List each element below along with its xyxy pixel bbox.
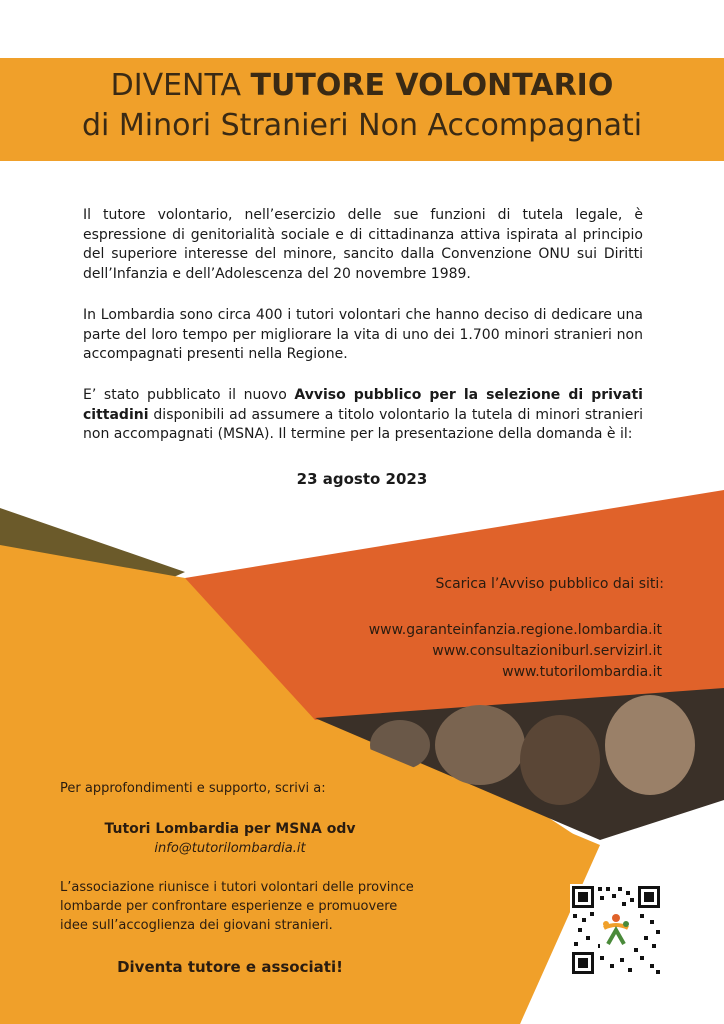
title-prefix: DIVENTA (110, 68, 251, 103)
page-subtitle: di Minori Stranieri Non Accompagnati (81, 108, 643, 143)
organization-name: Tutori Lombardia per MSNA odv (104, 821, 356, 837)
download-links (369, 620, 662, 683)
intro-paragraph-1: Il tutore volontario, nell’esercizio delle sue funzioni di tutela legale, è espressione di genitorialità sociale e di cittadinanza attiva ispirata al principio del superiore interesse del minore, sancito dalla Convenzione ONU sui Diritti dell’Infanzia e dell’Adolescenza del 20 novembre 1989. (83, 207, 643, 282)
contact-email[interactable]: info@tutorilombardia.it (154, 841, 306, 856)
contact-intro: Per approfondimenti e supporto, scrivi a: (60, 781, 326, 796)
photo-face-1 (435, 705, 525, 785)
association-description: L’associazione riunisce i tutori volontari delle province lombarde per confrontare esperienze e promuovere idee sull’accoglienza dei giovani stranieri. (60, 880, 414, 933)
p3-post: disponibili ad assumere a titolo volontario la tutela di minori stranieri non accompagnati (MSNA). Il termine per la presentazione della domanda è il: (83, 406, 643, 442)
call-to-action: Diventa tutore e associati! (117, 958, 343, 976)
photo-face-2 (520, 715, 600, 805)
qr-code-icon (570, 884, 662, 976)
organization-block (60, 820, 400, 858)
deadline-date: 23 agosto 2023 (296, 470, 428, 488)
tutori-logo-icon (600, 912, 632, 948)
p3-pre: E’ stato pubblicato il nuovo (83, 387, 295, 403)
site-link[interactable]: www.garanteinfanzia.regione.lombardia.it (368, 622, 662, 638)
photo-face-3 (605, 695, 695, 795)
p3-bold: Avviso pubblico per la selezione di privati cittadini (83, 387, 643, 423)
site-link[interactable]: www.consultazioniburl.servizirl.it (432, 643, 662, 659)
site-link[interactable]: www.tutorilombardia.it (502, 664, 662, 680)
title-bold: TUTORE VOLONTARIO (250, 68, 614, 103)
intro-paragraph-2: In Lombardia sono circa 400 i tutori volontari che hanno deciso di dedicare una parte del loro tempo per migliorare la vita di uno dei 1.700 minori stranieri non accompagnati presenti nella Regione. (83, 307, 643, 362)
download-label: Scarica l’Avviso pubblico dai siti: (435, 576, 664, 592)
